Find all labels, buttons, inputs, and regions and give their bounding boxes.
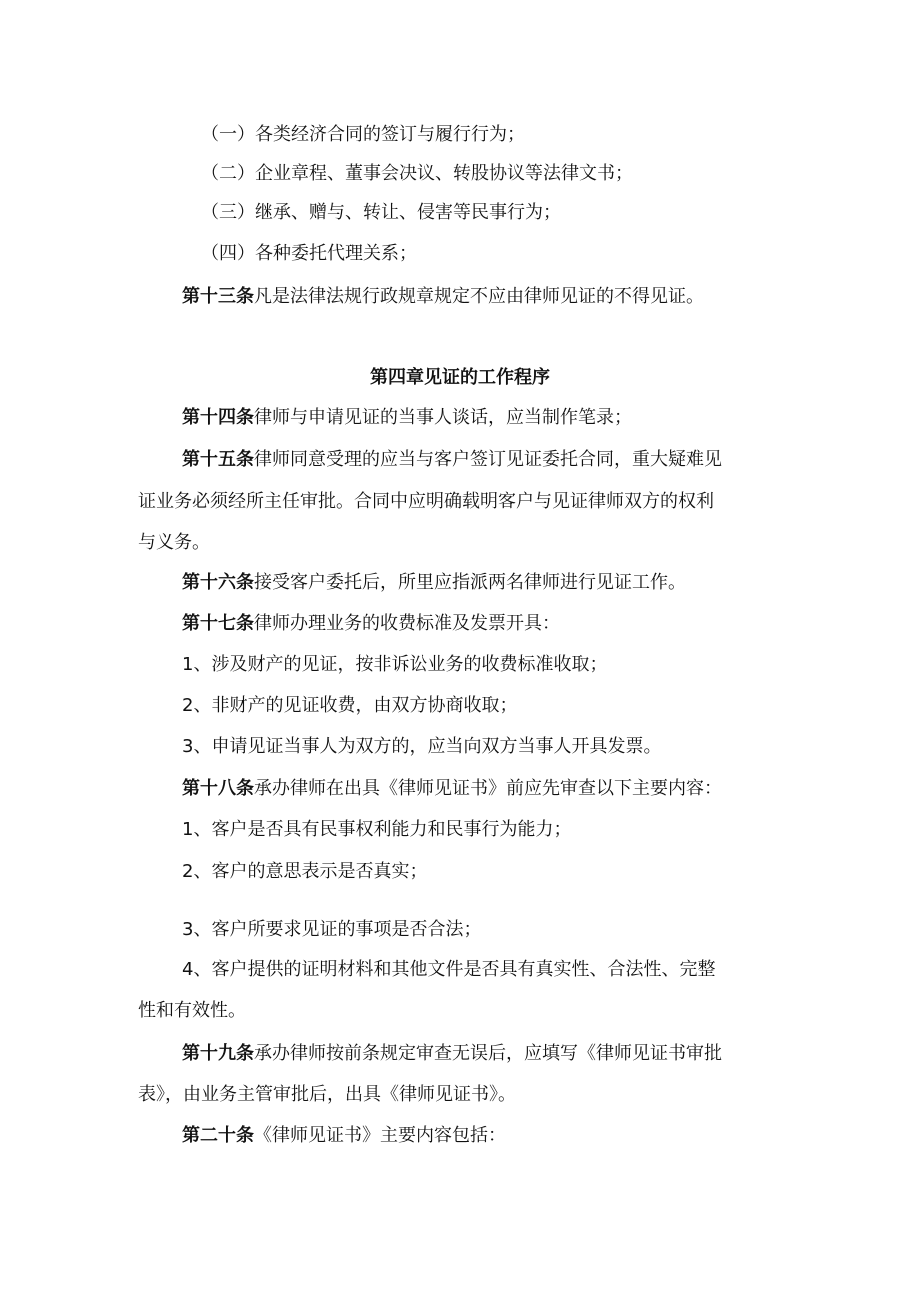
chapter-title: 第四章见证的工作程序 [370, 367, 550, 388]
article-18-label: 第十八条 [182, 778, 254, 799]
article-13-label: 第十三条 [182, 286, 254, 307]
article-15-label: 第十五条 [182, 449, 254, 470]
article-16-label: 第十六条 [182, 572, 254, 593]
article-18-item-1: 1、客户是否具有民事权利能力和民事行为能力； [182, 819, 572, 840]
article-19-text: 承办律师按前条规定审查无误后，应填写《律师见证书审批 [254, 1043, 722, 1064]
article-17 [182, 611, 560, 637]
list-item-2: （二）企业章程、董事会决议、转股协议等法律文书； [201, 163, 633, 184]
article-14 [182, 405, 632, 431]
article-15-text: 律师同意受理的应当与客户签订见证委托合同，重大疑难见 [254, 449, 722, 470]
article-19-line-2: 表》，由业务主管审批后，出具《律师见证书》。 [138, 1084, 516, 1105]
article-20 [182, 1123, 506, 1149]
article-18-text: 承办律师在出具《律师见证书》前应先审查以下主要内容： [254, 778, 722, 799]
article-17-item-1: 1、涉及财产的见证，按非诉讼业务的收费标准收取； [182, 654, 608, 675]
article-18-item-3: 3、客户所要求见证的事项是否合法； [182, 919, 482, 940]
article-18 [182, 776, 722, 802]
list-item-4: （四）各种委托代理关系； [201, 243, 417, 264]
article-17-label: 第十七条 [182, 613, 254, 634]
list-item-3: （三）继承、赠与、转让、侵害等民事行为； [201, 202, 561, 223]
article-17-item-2: 2、非财产的见证收费，由双方协商收取； [182, 695, 518, 716]
article-18-item-4-cont: 性和有效性。 [138, 1000, 246, 1021]
article-14-label: 第十四条 [182, 407, 254, 428]
article-14-text: 律师与申请见证的当事人谈话，应当制作笔录； [254, 407, 632, 428]
list-item-1: （一）各类经济合同的签订与履行行为； [201, 124, 525, 145]
article-13 [182, 284, 704, 310]
article-17-item-3: 3、申请见证当事人为双方的，应当向双方当事人开具发票。 [182, 736, 662, 757]
article-16-text: 接受客户委托后，所里应指派两名律师进行见证工作。 [254, 572, 686, 593]
article-15-line-2: 证业务必须经所主任审批。合同中应明确载明客户与见证律师双方的权利 [138, 491, 714, 512]
article-18-item-2: 2、客户的意思表示是否真实； [182, 861, 428, 882]
article-15-line-3: 与义务。 [138, 532, 210, 553]
article-15 [182, 447, 722, 473]
article-16 [182, 570, 686, 596]
article-19 [182, 1041, 722, 1067]
article-13-text: 凡是法律法规行政规章规定不应由律师见证的不得见证。 [254, 286, 704, 307]
article-20-text: 《律师见证书》主要内容包括： [254, 1125, 506, 1146]
article-19-label: 第十九条 [182, 1043, 254, 1064]
article-17-text: 律师办理业务的收费标准及发票开具： [254, 613, 560, 634]
article-18-item-4: 4、客户提供的证明材料和其他文件是否具有真实性、合法性、完整 [182, 959, 716, 980]
article-20-label: 第二十条 [182, 1125, 254, 1146]
